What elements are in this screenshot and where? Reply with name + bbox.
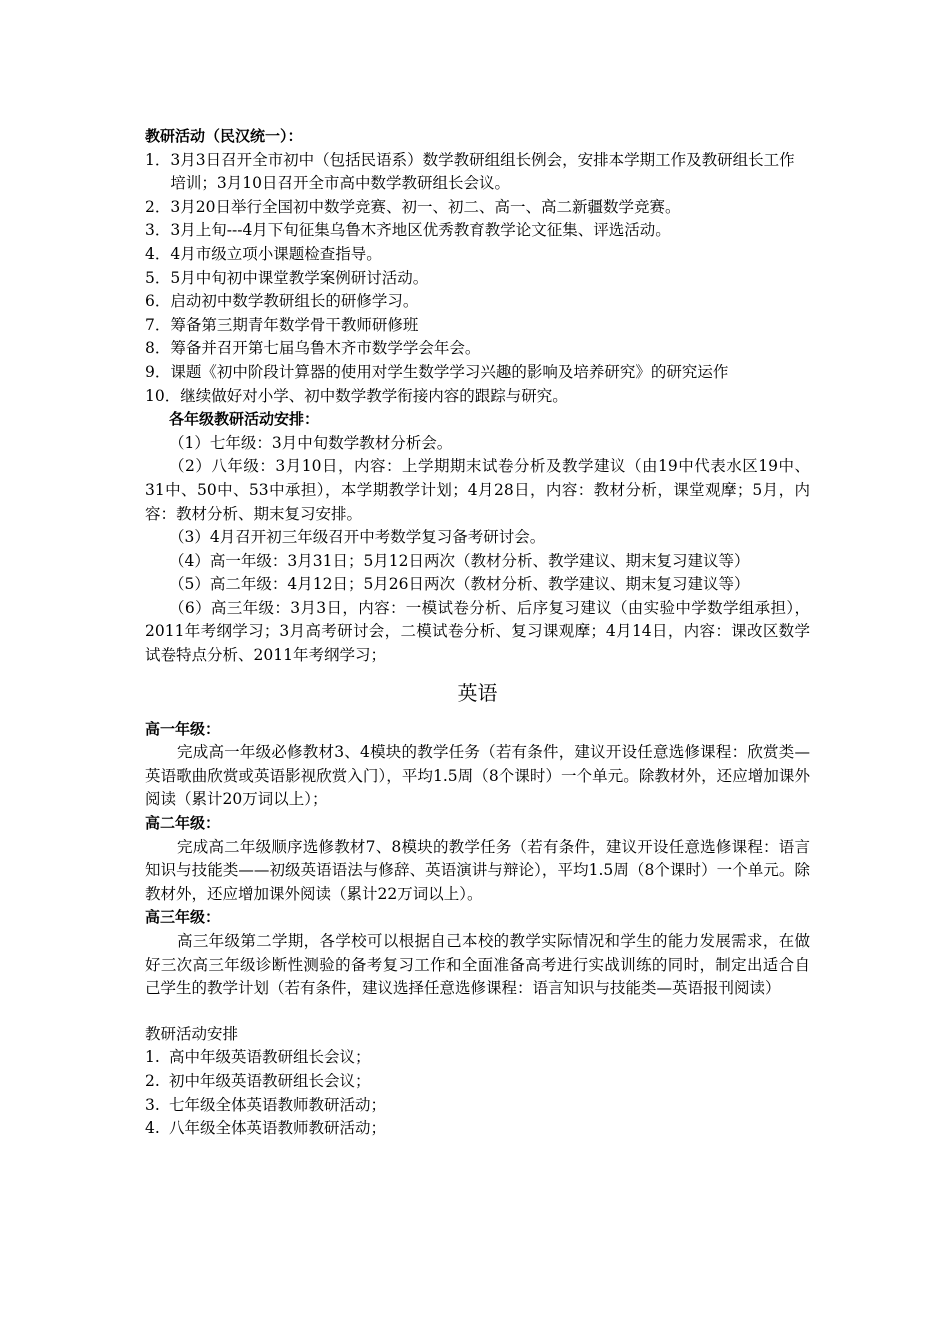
english-section bbox=[145, 812, 810, 906]
section-heading-english: 英语 bbox=[457, 680, 498, 705]
list-item bbox=[145, 149, 810, 196]
item-text: 筹备第三期青年数学骨干教师研修班 bbox=[170, 315, 419, 334]
list-item bbox=[145, 243, 810, 267]
grade-activity-title: 各年级教研活动安排： bbox=[169, 410, 320, 429]
item-text: 继续做好对小学、初中数学教学衔接内容的跟踪与研究。 bbox=[180, 386, 568, 405]
list-item bbox=[145, 267, 810, 291]
item-number: 4. bbox=[145, 1119, 160, 1138]
item-text: 八年级全体英语教师教研活动； bbox=[169, 1119, 387, 1138]
list-item bbox=[145, 385, 810, 409]
item-text: 课题《初中阶段计算器的使用对学生数学学习兴趣的影响及培养研究》的研究运作 bbox=[170, 362, 729, 381]
item-number: 5． bbox=[145, 268, 171, 287]
list-item bbox=[145, 1070, 810, 1094]
grade-title: 高一年级： bbox=[145, 719, 221, 738]
item-text: 3月20日举行全国初中数学竞赛、初一、初二、高一、高二新疆数学竞赛。 bbox=[170, 197, 681, 216]
item-text: 高中年级英语教研组长会议； bbox=[169, 1048, 371, 1067]
item-text: 启动初中数学教研组长的研修学习。 bbox=[170, 292, 419, 311]
item-number: 6． bbox=[145, 292, 171, 311]
item-number: 2． bbox=[145, 197, 171, 216]
grade-item: （6）高三年级：3月3日，内容：一模试卷分析、后序复习建议（由实验中学数学组承担），2011年考纲学习；3月高考研讨会，二模试卷分析、复习课观摩；4月14日，内容：课改区数学试卷特点分析、2011年考纲学习； bbox=[145, 598, 810, 665]
grade-body: 完成高二年级顺序选修教材7、8模块的教学任务（若有条件，建议开设任意选修课程：语言知识与技能类——初级英语语法与修辞、英语演讲与辩论），平均1.5周（8个课时）一个单元。除教材外，还应增加课外阅读（累计22万词以上）。 bbox=[145, 837, 810, 903]
item-number: 3． bbox=[145, 221, 171, 240]
item-text: 4月市级立项小课题检查指导。 bbox=[170, 244, 382, 263]
list-item bbox=[145, 196, 810, 220]
list-item bbox=[145, 290, 810, 314]
spacer bbox=[145, 1001, 810, 1023]
english-activity-list bbox=[145, 1046, 810, 1140]
item-number: 9． bbox=[145, 362, 171, 381]
item-text: 七年级全体英语教师教研活动； bbox=[169, 1095, 387, 1114]
math-item-list bbox=[145, 149, 810, 409]
item-text: 初中年级英语教研组长会议； bbox=[169, 1071, 371, 1090]
grade-item: （4）高一年级：3月31日；5月12日两次（教材分析、教学建议、期末复习建议等） bbox=[169, 551, 750, 570]
item-number: 1. bbox=[145, 1048, 160, 1067]
item-text: 3月上旬---4月下旬征集乌鲁木齐地区优秀教育教学论文征集、评选活动。 bbox=[170, 221, 671, 240]
grade-title: 高三年级： bbox=[145, 908, 221, 927]
english-section bbox=[145, 906, 810, 1000]
grade-item: （3）4月召开初三年级召开中考数学复习备考研讨会。 bbox=[169, 528, 546, 547]
english-section bbox=[145, 718, 810, 812]
list-item bbox=[145, 361, 810, 385]
grade-item: （2）八年级：3月10日，内容：上学期期末试卷分析及教学建议（由19中代表水区19中、31中、50中、53中承担），本学期教学计划；4月28日，内容：教材分析，课堂观摩；5月，内容：教材分析、期末复习安排。 bbox=[145, 457, 810, 523]
item-number: 2. bbox=[145, 1071, 160, 1090]
item-number: 3. bbox=[145, 1095, 160, 1114]
item-number: 8． bbox=[145, 339, 171, 358]
item-number: 1． bbox=[145, 150, 171, 169]
item-number: 10． bbox=[145, 386, 181, 405]
list-item bbox=[145, 337, 810, 361]
item-text: 筹备并召开第七届乌鲁木齐市数学学会年会。 bbox=[170, 339, 481, 358]
grade-title: 高二年级： bbox=[145, 814, 221, 833]
english-activity-title: 教研活动安排 bbox=[145, 1024, 239, 1043]
grade-body: 高三年级第二学期，各学校可以根据自己本校的教学实际情况和学生的能力发展需求，在做好三次高三年级诊断性测验的备考复习工作和全面准备高考进行实战训练的同时，制定出适合自己学生的教学计划（若有条件，建议选择任意选修课程：语言知识与技能类—英语报刊阅读） bbox=[145, 932, 810, 998]
document-page bbox=[145, 125, 810, 1141]
math-activity-title: 教研活动（民汉统一）： bbox=[145, 127, 303, 145]
grade-body: 完成高一年级必修教材3、4模块的教学任务（若有条件，建议开设任意选修课程：欣赏类—英语歌曲欣赏或英语影视欣赏入门），平均1.5周（8个课时）一个单元。除教材外，还应增加课外阅读（累计20万词以上）； bbox=[145, 743, 810, 809]
list-item bbox=[145, 1046, 810, 1070]
list-item bbox=[145, 314, 810, 338]
list-item bbox=[145, 1094, 810, 1118]
grade-item: （5）高二年级：4月12日；5月26日两次（教材分析、教学建议、期末复习建议等） bbox=[169, 575, 750, 594]
item-number: 7． bbox=[145, 315, 171, 334]
item-number: 4． bbox=[145, 244, 171, 263]
grade-list bbox=[145, 432, 810, 668]
grade-item: （1）七年级：3月中旬数学教材分析会。 bbox=[169, 433, 453, 452]
list-item bbox=[145, 1117, 810, 1141]
item-text: 5月中旬初中课堂教学案例研讨活动。 bbox=[170, 268, 429, 287]
list-item bbox=[145, 219, 810, 243]
item-text: 3月3日召开全市初中（包括民语系）数学教研组组长例会，安排本学期工作及教研组长工作培训；3月10日召开全市高中数学教研组长会议。 bbox=[170, 150, 795, 193]
